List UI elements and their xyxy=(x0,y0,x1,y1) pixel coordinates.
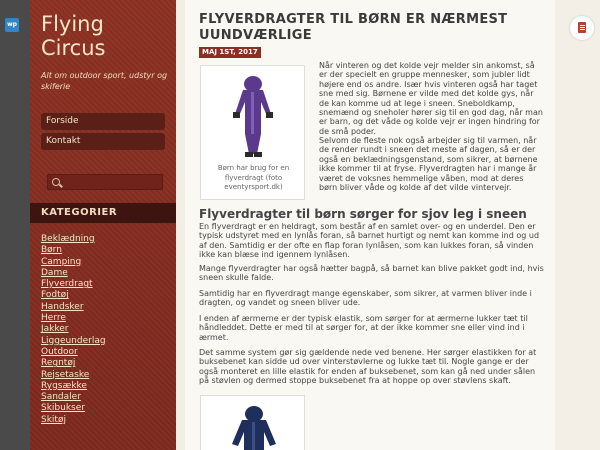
wordpress-icon[interactable]: wp xyxy=(5,18,19,32)
category-item[interactable]: Flyverdragt xyxy=(41,279,93,290)
paragraph: Samtidig har en flyverdragt mange egenskaber, som sikrer, at varmen bliver inde i dragten, og vandet og sneen bliver ude. xyxy=(199,289,532,308)
snowsuit-image xyxy=(223,74,283,159)
category-item[interactable]: Dame xyxy=(41,267,68,278)
site-tagline: Alt om outdoor sport, udstyr og skiferie xyxy=(41,71,168,91)
post-title[interactable]: FLYVERDRAGTER TIL BØRN ER NÆRMEST UUNDVÆRLIGE xyxy=(199,12,508,43)
reader-toggle-button[interactable] xyxy=(570,16,594,40)
category-item[interactable]: Outdoor xyxy=(41,346,78,357)
paragraph: I enden af ærmerne er der typisk elastik, som sørger for at ærmerne lukker tæt til håndleddet. Dette er med til at sørger for, at der ikke kommer sne eller vind ind i ærmet. xyxy=(199,314,528,342)
category-item[interactable]: Børn xyxy=(41,245,62,256)
category-item[interactable]: Rygsække xyxy=(41,380,87,391)
category-item[interactable]: Handsker xyxy=(41,301,84,312)
site-title[interactable]: Flying Circus xyxy=(41,12,106,60)
category-item[interactable]: Beklædning xyxy=(41,234,95,244)
category-item[interactable]: Skitøj xyxy=(41,414,66,425)
document-icon xyxy=(578,22,586,33)
nav-item-forside[interactable]: Forside xyxy=(41,113,165,130)
paragraph: Selvom de fleste nok også arbejder sig til varmen, når de render rundt i sneen det meste af dagen, så er der også en beklædningsgenstand, som sikrer, at børnene ikke kommer til at fryse. Flyverdragten har i mange år været de voksnes hemmelige våben, mod at deres børn bliver våde og kolde af det vilde vintervejr. xyxy=(319,136,538,193)
post-image-figure xyxy=(200,65,305,200)
category-item[interactable]: Camping xyxy=(41,256,82,267)
paragraph: Når vinteren og det kolde vejr melder sin ankomst, så er der specielt en gruppe mennesker, som jubler lidt højere end os andre. Især hvis vinteren også har taget sne med sig. Børnene er vilde med det kolde gys, når de kan komme ud at lege i sneen. Sneboldkamp, snemænd og sneholer hører sig til en god dag, når man er barn, og det våde og kolde vejr er ingen hindring for de små poder. xyxy=(319,61,543,136)
paragraph: En flyverdragt er en heldragt, som består af en samlet over- og en underdel. Den er typisk udstyret med en lynlås foran, så barnet hurtigt og nemt kan komme ind og ud af den. Samtidig er der ofte en flap foran lynlåsen, som kan lukkes foran, så vinden ikke kan blæse ind igennem lynlåsen. xyxy=(199,222,540,260)
search-input[interactable] xyxy=(47,174,163,190)
category-list xyxy=(41,234,171,426)
paragraph: Det samme system gør sig gældende nede ved benene. Her sørger elastikken for at buksebenet kan sidde ud over vinterstøvlerne og lukke tæt til. Nogle gange er der også monteret en lille elastik for enden af buksebenet, som kan gå ned under sålen på støvlen og dermed stoppe buksebenet fra at hoppe op over støvlens skaft. xyxy=(199,348,537,386)
snowsuit-image-2 xyxy=(226,404,281,450)
paragraph: Mange flyverdragter har også hætter bagpå, så barnet kan blive pakket godt ind, hvis sneen skulle falde. xyxy=(199,264,544,283)
category-item[interactable]: Fodtøj xyxy=(41,290,69,301)
category-item[interactable]: Jakker xyxy=(41,324,69,335)
category-item[interactable]: Rejsetaske xyxy=(41,369,90,380)
categories-header: KATEGORIER xyxy=(30,203,176,223)
category-item[interactable]: Skibukser xyxy=(41,403,85,414)
admin-strip xyxy=(0,0,30,450)
category-item[interactable]: Regntøj xyxy=(41,358,76,369)
image-caption: Børn har brug for en flyverdragt (foto eventyrsport.dk) xyxy=(217,164,290,191)
search-icon xyxy=(52,178,60,186)
right-gutter xyxy=(555,0,600,450)
category-item[interactable]: Sandaler xyxy=(41,392,81,403)
post-image-2 xyxy=(200,395,305,450)
category-item[interactable]: Liggeunderlag xyxy=(41,335,106,346)
section-heading: Flyverdragter til børn sørger for sjov leg i sneen xyxy=(199,207,527,221)
post-date[interactable]: MAJ 1ST, 2017 xyxy=(199,47,261,58)
main-content xyxy=(185,0,555,450)
category-item[interactable]: Herre xyxy=(41,313,66,324)
nav-item-kontakt[interactable]: Kontakt xyxy=(41,133,165,150)
